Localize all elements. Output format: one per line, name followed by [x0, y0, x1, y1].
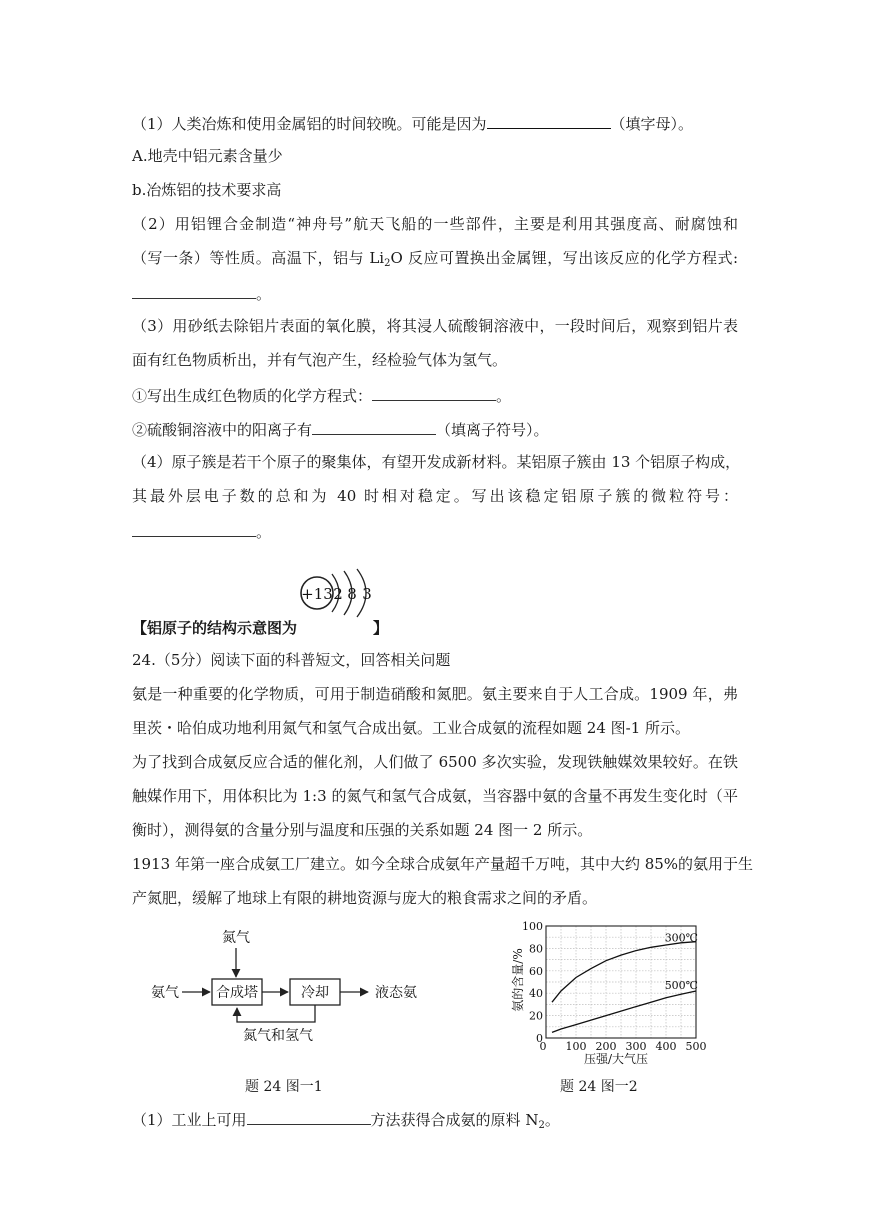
chart-x-tick-label: 100 [565, 1040, 587, 1053]
chart-x-tick-label: 400 [655, 1040, 677, 1053]
q23-part3-sub1 [132, 384, 511, 406]
chart-x-tick-label: 200 [595, 1040, 617, 1053]
q23-part4-answer [132, 520, 271, 542]
n2-subscript: 2 [538, 1120, 545, 1131]
chart-y-tick-label: 60 [529, 964, 543, 978]
q23-part2-answer [132, 282, 271, 304]
q23-part2-line2-b: O 反应可置换出金属锂，写出该反应的化学方程式: [390, 249, 738, 267]
ammonia-content-chart [510, 918, 710, 1068]
answer-blank[interactable] [247, 1108, 371, 1125]
chart-series-label-1: 300℃ [664, 931, 698, 945]
q24-para1-line1: 氨是一种重要的化学物质，可用于制造硝酸和氮肥。氨主要来自于人工合成。1909 年，弗 [132, 685, 738, 703]
q23-part2-line1: （2）用铝锂合金制造“神舟号”航天飞船的一些部件，主要是利用其强度高、耐腐蚀和 [132, 215, 738, 233]
chart-y-tick-label: 100 [522, 920, 543, 933]
q24-heading: 24.（5分）阅读下面的科普短文，回答相关问题 [132, 651, 451, 669]
shell-1-electrons: 2 [333, 585, 343, 603]
ammonia-flow-diagram [140, 922, 440, 1052]
q24-part1-mid: 方法获得合成氨的原料 N [370, 1111, 539, 1129]
q23-part2-line2-a: （写一条）等性质。高温下，铝与 Li [132, 249, 385, 267]
atom-note-prefix: 【铝原子的结构示意图为 [132, 619, 298, 637]
input-left-label: 氨气 [151, 985, 179, 1001]
chart-y-tick-label: 0 [536, 1032, 543, 1045]
q24-part1-end: 。 [544, 1111, 560, 1129]
q23-part3-sub2-suffix: （填离子符号）。 [436, 421, 549, 439]
cooling-label: 冷却 [301, 985, 329, 1001]
chart-x-tick-label: 0 [539, 1040, 547, 1053]
q24-para2-line2: 触媒作用下，用体积比为 1:3 的氮气和氢气合成氨，当容器中氨的含量不再发生变化时（平 [132, 787, 738, 805]
answer-blank[interactable] [312, 418, 436, 435]
chart-y-tick-label: 80 [529, 942, 543, 956]
chart-x-tick-label: 300 [625, 1040, 647, 1053]
q24-para2-line1: 为了找到合成氨反应合适的催化剂，人们做了 6500 多次实验，发现铁触媒效果较好。在铁 [132, 753, 738, 771]
q23-part1 [132, 112, 693, 134]
q23-part2-line2 [132, 248, 738, 268]
recycle-arrow [237, 1005, 315, 1022]
chart-series-line-2 [552, 991, 696, 1032]
shell-3-electrons: 3 [362, 585, 372, 603]
q23-part1-suffix: （填字母）。 [610, 115, 694, 133]
output-label: 液态氨 [375, 985, 417, 1001]
chart-x-tick-label: 500 [685, 1040, 707, 1053]
figure2-caption: 题 24 图一2 [560, 1079, 638, 1095]
q23-part4-end: 。 [256, 523, 272, 541]
nucleus-label: +13 [301, 585, 333, 603]
q23-part4-line2: 其最外层电子数的总和为 40 时相对稳定。写出该稳定铝原子簇的微粒符号： [132, 487, 738, 505]
q23-part3-sub2-prefix: ②硫酸铜溶液中的阳离子有 [132, 421, 313, 439]
q24-para3-line1: 1913 年第一座合成氨工厂建立。如今全球合成氨年产量超千万吨，其中大约 85%的氨用于生 [132, 855, 754, 873]
chart-x-axis-label: 压强/大气压 [583, 1052, 649, 1066]
answer-blank[interactable] [132, 520, 256, 537]
option-b: b.冶炼铝的技术要求高 [132, 181, 282, 199]
synthesis-tower-label: 合成塔 [216, 985, 258, 1001]
chart-y-axis-label: 氨的含量/% [511, 948, 525, 1012]
q24-para2-line3: 衡时），测得氨的含量分别与温度和压强的关系如题 24 图一 2 所示。 [132, 821, 593, 839]
li2o-subscript: 2 [384, 258, 391, 269]
q24-para1-line2: 里茨・哈伯成功地利用氮气和氢气合成出氨。工业合成氨的流程如题 24 图-1 所示。 [132, 719, 691, 737]
figure1-caption: 题 24 图一1 [245, 1079, 323, 1095]
answer-blank[interactable] [132, 282, 256, 299]
input-top-label: 氮气 [222, 930, 250, 946]
q23-part1-prefix: （1）人类冶炼和使用金属铝的时间较晚。可能是因为 [132, 115, 487, 133]
q24-part1-prefix: （1）工业上可用 [132, 1111, 247, 1129]
answer-blank[interactable] [372, 384, 496, 401]
q23-part3-sub1-suffix: 。 [496, 387, 512, 405]
chart-series-label-2: 500℃ [664, 978, 698, 992]
option-a: A.地壳中铝元素含量少 [132, 147, 283, 165]
chart-y-tick-label: 20 [529, 1009, 543, 1023]
recycle-label: 氮气和氢气 [243, 1028, 313, 1044]
chart-y-tick-label: 40 [529, 987, 543, 1001]
q23-part4-line1: （4）原子簇是若干个原子的聚集体，有望开发成新材料。某铝原子簇由 13 个铝原子构成， [132, 453, 741, 471]
q24-para3-line2: 产氮肥，缓解了地球上有限的耕地资源与庞大的粮食需求之间的矛盾。 [132, 889, 598, 907]
q23-part2-end: 。 [256, 285, 272, 303]
q23-part3-line2: 面有红色物质析出，并有气泡产生，经检验气体为氢气。 [132, 351, 508, 369]
q24-part1 [132, 1108, 560, 1130]
answer-blank[interactable] [487, 112, 611, 129]
q23-part3-line1: （3）用砂纸去除铝片表面的氧化膜，将其浸人硫酸铜溶液中，一段时间后，观察到铝片表 [132, 317, 738, 335]
q23-part3-sub1-prefix: ①写出生成红色物质的化学方程式： [132, 387, 373, 405]
shell-2-electrons: 8 [347, 585, 357, 603]
atom-note-suffix: 】 [373, 619, 389, 637]
q23-part3-sub2 [132, 418, 549, 440]
atom-note [132, 618, 388, 638]
